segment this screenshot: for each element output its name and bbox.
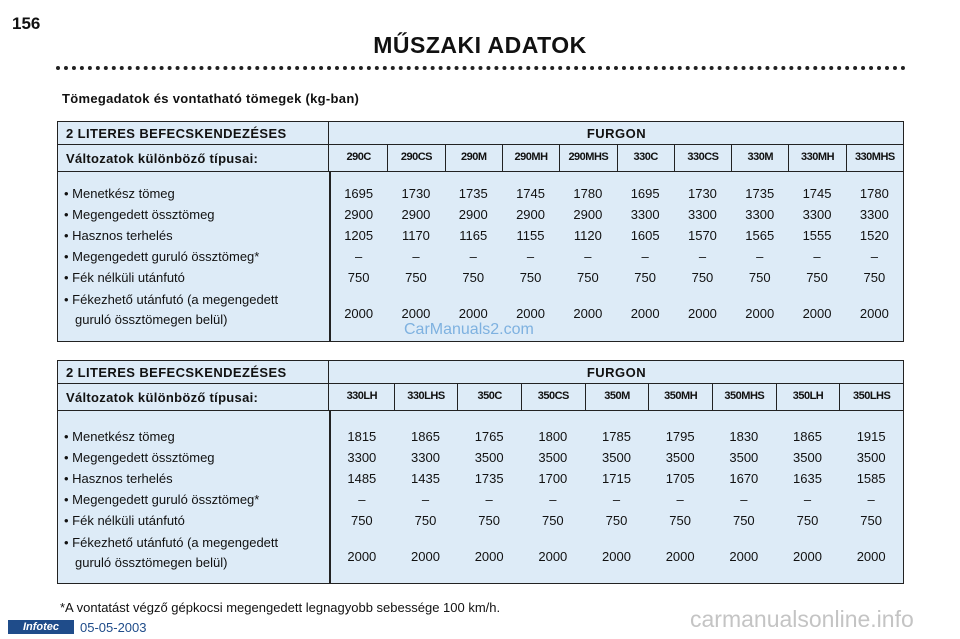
- model-header: 330MHS: [846, 145, 903, 171]
- model-header: 350C: [457, 384, 521, 410]
- value-cell: –: [549, 492, 557, 507]
- row-label: • Megengedett guruló össztömeg*: [64, 492, 260, 507]
- model-header: 350MHS: [712, 384, 776, 410]
- value-cell: 1865: [793, 429, 822, 444]
- value-cell: 750: [732, 513, 755, 528]
- value-cell: 3300: [411, 450, 440, 465]
- value-cell: 2000: [573, 306, 603, 321]
- value-cell: 750: [519, 270, 542, 285]
- row-label-line1: • Fékezhető utánfutó (a megengedett: [64, 535, 279, 550]
- value-cell: 750: [634, 270, 656, 285]
- model-header: 290M: [445, 145, 502, 171]
- value-cell: –: [676, 492, 684, 507]
- value-cell: 1915: [856, 429, 886, 444]
- value-cell: 1170: [401, 228, 430, 243]
- value-cell: 2000: [458, 306, 488, 321]
- footer-date: 05-05-2003: [80, 620, 147, 635]
- page-title: MŰSZAKI ADATOK: [373, 32, 587, 58]
- value-cell: 1700: [538, 471, 568, 486]
- value-cell: 2000: [516, 306, 545, 321]
- value-cell: 1555: [802, 228, 832, 243]
- site-watermark: carmanualsonline.info: [690, 606, 914, 632]
- value-cell: 2000: [344, 306, 374, 321]
- value-cell: –: [469, 249, 477, 264]
- value-cell: 750: [414, 513, 437, 528]
- value-cell: 2000: [665, 549, 695, 564]
- value-cell: 750: [806, 270, 828, 285]
- row-label-line1: • Fékezhető utánfutó (a megengedett: [64, 292, 279, 307]
- value-cell: 1205: [344, 228, 374, 243]
- spec-table-2: [57, 360, 904, 584]
- value-cell: 2900: [458, 207, 488, 222]
- model-header: 350CS: [521, 384, 585, 410]
- value-cell: 750: [347, 270, 370, 285]
- value-cell: 3500: [793, 450, 822, 465]
- section-subtitle: Tömegadatok és vontatható tömegek (kg-ban): [62, 91, 360, 106]
- table-header-row: [58, 361, 903, 384]
- model-variants-row: [58, 145, 903, 172]
- model-header: 330M: [731, 145, 788, 171]
- model-header: 330LHS: [394, 384, 458, 410]
- value-cell: 750: [796, 513, 819, 528]
- value-cell: 1585: [856, 471, 886, 486]
- watermark-overlay: CarManuals2.com: [404, 321, 534, 338]
- spec-table-1: [57, 121, 904, 342]
- value-cell: 3500: [665, 450, 695, 465]
- value-cell: 2000: [856, 549, 886, 564]
- value-cell: 3300: [802, 207, 832, 222]
- value-cell: 750: [462, 270, 485, 285]
- value-cell: 750: [541, 513, 564, 528]
- model-header: 290CS: [387, 145, 444, 171]
- value-cell: 750: [691, 270, 714, 285]
- row-label: • Megengedett össztömeg: [64, 207, 215, 222]
- models-label: Változatok különböző típusai:: [66, 390, 259, 405]
- value-cell: 3300: [687, 207, 717, 222]
- value-cell: 1120: [573, 228, 602, 243]
- model-header: 330MH: [788, 145, 845, 171]
- value-cell: –: [485, 492, 493, 507]
- value-cell: 2000: [630, 306, 660, 321]
- engine-type-heading: 2 LITERES BEFECSKENDEZÉSES: [66, 126, 287, 141]
- value-cell: 1715: [602, 471, 631, 486]
- value-cell: 1735: [474, 471, 504, 486]
- value-cell: –: [612, 492, 621, 507]
- value-cell: 750: [860, 513, 882, 528]
- value-cell: 2000: [401, 306, 431, 321]
- value-cell: 1435: [411, 471, 440, 486]
- model-header: 330C: [617, 145, 674, 171]
- row-label-line2: guruló össztömegen belül): [75, 312, 228, 327]
- value-cell: 2000: [687, 306, 717, 321]
- value-cell: 1695: [630, 186, 660, 201]
- value-cell: 2000: [411, 549, 440, 564]
- infotec-logo: Infotec: [8, 620, 74, 634]
- value-cell: –: [698, 249, 707, 264]
- value-cell: 2000: [729, 549, 759, 564]
- value-cell: 1705: [665, 471, 695, 486]
- model-variants-row: [58, 384, 903, 411]
- body-type-heading: FURGON: [586, 126, 647, 141]
- row-label: [64, 533, 278, 573]
- row-label: • Hasznos terhelés: [64, 471, 173, 486]
- value-cell: 2000: [793, 549, 822, 564]
- value-cell: 1785: [602, 429, 631, 444]
- value-cell: 750: [576, 270, 599, 285]
- value-cell: –: [526, 249, 535, 264]
- value-cell: –: [584, 249, 592, 264]
- model-header: 350LH: [776, 384, 840, 410]
- value-cell: 750: [863, 270, 886, 285]
- value-cell: –: [867, 492, 875, 507]
- value-cell: 1155: [516, 228, 545, 243]
- value-cell: 1565: [745, 228, 775, 243]
- value-cell: 1815: [347, 429, 377, 444]
- value-cell: 2900: [516, 207, 545, 222]
- value-cell: 750: [748, 270, 771, 285]
- model-header: 330LH: [346, 390, 378, 402]
- value-cell: 750: [405, 270, 427, 285]
- value-cell: 2000: [745, 306, 775, 321]
- value-cell: 750: [605, 513, 628, 528]
- value-cell: 1865: [411, 429, 440, 444]
- page-number: 156: [12, 14, 41, 33]
- value-cell: 1605: [630, 228, 660, 243]
- value-cell: 1780: [859, 186, 889, 201]
- model-header: 290MHS: [559, 145, 616, 171]
- value-cell: 3500: [538, 450, 568, 465]
- value-cell: 3300: [859, 207, 889, 222]
- row-label: • Menetkész tömeg: [64, 429, 175, 444]
- value-cell: –: [412, 249, 420, 264]
- value-cell: 1730: [687, 186, 717, 201]
- value-cell: 2000: [474, 549, 504, 564]
- footnote: *A vontatást végző gépkocsi megengedett legnagyobb sebessége 100 km/h.: [60, 600, 501, 615]
- value-cell: 2900: [401, 207, 431, 222]
- value-cell: 2900: [573, 207, 603, 222]
- row-label-line2: guruló össztömegen belül): [75, 555, 228, 570]
- value-cell: –: [641, 249, 649, 264]
- value-cell: 1830: [729, 429, 759, 444]
- value-cell: 1485: [347, 471, 377, 486]
- value-cell: –: [803, 492, 812, 507]
- value-cell: 750: [669, 513, 691, 528]
- value-cell: 1670: [729, 471, 759, 486]
- model-header: 330CS: [674, 145, 731, 171]
- table-header-row: [58, 122, 903, 145]
- value-cell: 1735: [458, 186, 488, 201]
- value-cell: 3300: [630, 207, 660, 222]
- row-label: • Fék nélküli utánfutó: [64, 513, 185, 528]
- value-cell: 1745: [516, 186, 545, 201]
- value-cell: 1165: [459, 228, 488, 243]
- value-cell: –: [813, 249, 821, 264]
- value-cell: 1795: [665, 429, 695, 444]
- row-label: [64, 290, 278, 330]
- model-header: 350M: [585, 384, 649, 410]
- value-cell: –: [870, 249, 878, 264]
- value-cell: –: [421, 492, 430, 507]
- engine-type-heading: 2 LITERES BEFECSKENDEZÉSES: [66, 365, 287, 380]
- value-cell: 2000: [538, 549, 568, 564]
- value-cell: 1745: [802, 186, 832, 201]
- row-label: • Fék nélküli utánfutó: [64, 270, 185, 285]
- row-label: • Menetkész tömeg: [64, 186, 175, 201]
- row-label: • Megengedett össztömeg: [64, 450, 215, 465]
- value-cell: 2000: [602, 549, 631, 564]
- value-cell: 3500: [729, 450, 759, 465]
- value-cell: 1765: [474, 429, 504, 444]
- value-cell: 3300: [347, 450, 377, 465]
- value-cell: 2000: [802, 306, 832, 321]
- value-cell: –: [358, 492, 366, 507]
- value-cell: 750: [478, 513, 500, 528]
- row-label: • Hasznos terhelés: [64, 228, 173, 243]
- value-cell: 1520: [859, 228, 889, 243]
- value-cell: –: [740, 492, 748, 507]
- model-header: 290C: [346, 151, 371, 163]
- model-header: 350LHS: [839, 384, 903, 410]
- model-header: 290MH: [502, 145, 559, 171]
- value-cell: 1635: [793, 471, 822, 486]
- value-cell: 1735: [745, 186, 775, 201]
- value-cell: 2000: [347, 549, 377, 564]
- value-cell: 2900: [344, 207, 374, 222]
- body-type-heading: FURGON: [586, 365, 647, 380]
- value-cell: 1780: [573, 186, 603, 201]
- value-cell: 2000: [859, 306, 889, 321]
- value-cell: 1800: [538, 429, 568, 444]
- models-label: Változatok különböző típusai:: [66, 151, 259, 166]
- dotted-divider: [56, 66, 906, 70]
- value-cell: –: [355, 249, 363, 264]
- value-cell: 3500: [856, 450, 886, 465]
- value-cell: 3500: [474, 450, 504, 465]
- value-cell: –: [756, 249, 764, 264]
- row-label: • Megengedett guruló össztömeg*: [64, 249, 260, 264]
- value-cell: 1570: [687, 228, 717, 243]
- value-cell: 3500: [602, 450, 631, 465]
- value-cell: 1730: [401, 186, 431, 201]
- value-cell: 1695: [344, 186, 374, 201]
- value-cell: 3300: [745, 207, 775, 222]
- value-cell: 750: [350, 513, 373, 528]
- model-header: 350MH: [648, 384, 712, 410]
